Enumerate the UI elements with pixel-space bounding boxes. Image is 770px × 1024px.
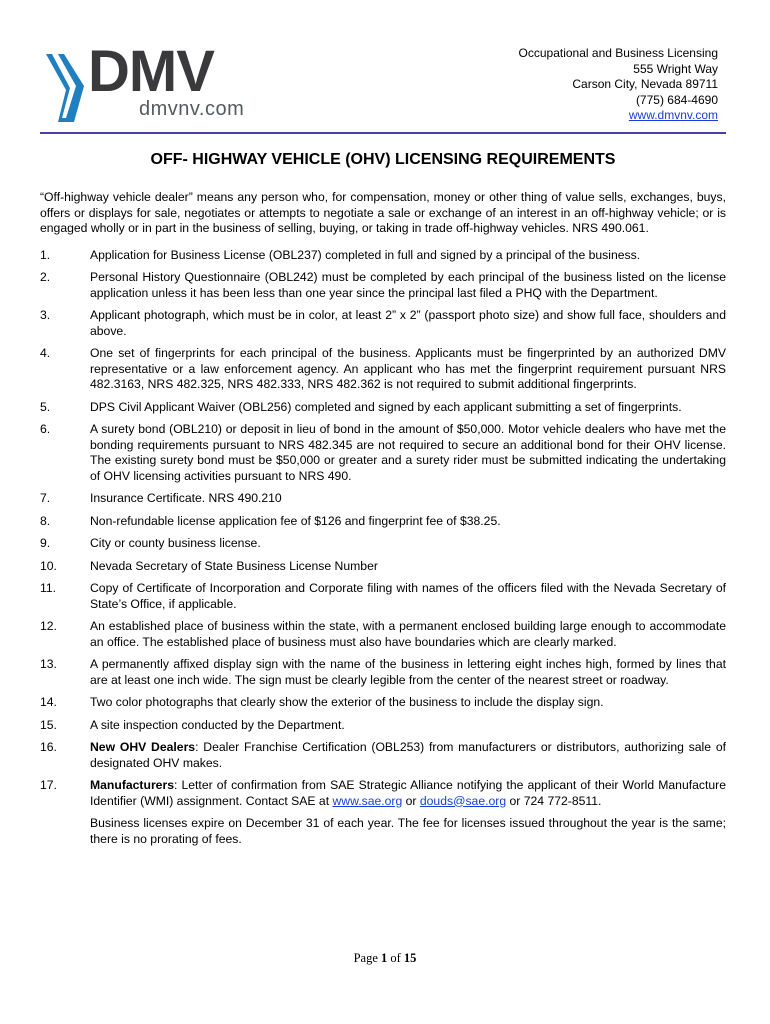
item-text: One set of fingerprints for each principal of the business. Applicants must be fingerprinted by an authorized DMV representative or a law enforcement agency. An applicant who has met the fingerprint requirement pursuant NRS 482.3163, NRS 482.325, NRS 482.333, NRS 482.362 is not required to submit additional fingerprints.: [90, 346, 726, 391]
list-item-3: [40, 308, 726, 339]
sae-email-link[interactable]: douds@sae.org: [419, 793, 507, 808]
item-number: 6.: [40, 422, 51, 436]
requirements-document: [40, 190, 726, 859]
item-number: 11.: [40, 581, 57, 595]
requirements-list: [40, 248, 726, 734]
item-body: or 724 772-8511.: [506, 793, 602, 808]
list-item-2: [40, 270, 726, 301]
item-text: A surety bond (OBL210) or deposit in lieu of bond in the amount of $50,000. Motor vehicle dealers who have met the bonding requirements pursuant to NRS 482.345 are not required to secure an additional bond for their OHV license. The existing surety bond must be $50,000 or greater and a surety rider must be submitted indicating the undertaking of OHV licensing activities pursuant to NRS 490.: [90, 422, 726, 483]
list-item-10: [40, 559, 726, 575]
definition-paragraph: “Off-highway vehicle dealer” means any person who, for compensation, money or other thing of value sells, exchanges, buys, offers or displays for sale, negotiates or attempts to negotiate a sale or exchange of an interest in an off-highway vehicle; or is engaged wholly or in part in the business of selling, buying, or taking in trade off-highway vehicles. NRS 490.061.: [40, 190, 726, 235]
item-text: Personal History Questionnaire (OBL242) must be completed by each principal of the business listed on the license application unless it has been less than one year since the principal last filed a PHQ with the Department.: [90, 270, 726, 300]
item-body: or: [402, 793, 420, 808]
item-bold-label: Manufacturers: [90, 778, 174, 792]
item-number: 7.: [40, 491, 51, 505]
item-number: 12.: [40, 619, 57, 633]
list-item-4: [40, 346, 726, 393]
list-item-6: [40, 422, 726, 484]
item-text: Two color photographs that clearly show the exterior of the business to include the display sign.: [90, 695, 604, 709]
item-body: : Dealer Franchise Certification (OBL253) from manufacturers or distributors, authorizing sale of designated OHV makes.: [90, 740, 726, 770]
item-text: [90, 778, 726, 809]
item-number: 13.: [40, 657, 57, 671]
item-text: City or county business license.: [90, 536, 261, 550]
city-state-zip: Carson City, Nevada 89711: [572, 77, 718, 91]
item-number: 17.: [40, 778, 57, 792]
logo-wordmark: DMV: [88, 44, 214, 104]
item-text: DPS Civil Applicant Waiver (OBL256) completed and signed by each applicant submitting a set of fingerprints.: [90, 399, 682, 414]
item-text: Insurance Certificate. NRS 490.210: [90, 491, 282, 505]
list-item-9: [40, 536, 726, 552]
item-text: Applicant photograph, which must be in color, at least 2” x 2” (passport photo size) and show full face, shoulders and above.: [90, 308, 726, 338]
office-name: Occupational and Business Licensing: [518, 46, 718, 60]
page-number: 1: [381, 951, 388, 965]
page-title: OFF- HIGHWAY VEHICLE (OHV) LICENSING REQUIREMENTS: [150, 151, 616, 168]
list-item-16: [40, 740, 726, 771]
item-number: 4.: [40, 346, 51, 360]
website-link[interactable]: www.dmvnv.com: [628, 108, 718, 122]
of-label: of: [390, 951, 401, 965]
item-number: 14.: [40, 695, 57, 709]
logo-website: dmvnv.com: [139, 98, 245, 120]
item-number: 10.: [40, 558, 57, 573]
item-text: [90, 740, 726, 771]
list-item-12: [40, 619, 726, 650]
item-number: 1.: [40, 247, 51, 262]
list-item-17: [40, 778, 726, 809]
list-item-8: [40, 514, 726, 530]
item-text: Non-refundable license application fee of $126 and fingerprint fee of $38.25.: [90, 513, 501, 528]
item-number: 3.: [40, 308, 51, 322]
item-number: 16.: [40, 740, 57, 754]
phone-number: (775) 684-4690: [635, 92, 718, 107]
page-label: Page: [353, 951, 378, 965]
list-item-1: [40, 248, 726, 264]
item-body: : Letter of confirmation from SAE Strategic Alliance notifying the applicant of their World Manufacture Identifier (WMI) assignment. Contact SAE at: [90, 778, 726, 808]
office-address: [519, 46, 718, 124]
street-address: 555 Wright Way: [633, 61, 718, 76]
list-item-15: [40, 718, 726, 734]
item-text: A site inspection conducted by the Department.: [90, 717, 345, 732]
header-divider: [40, 132, 726, 134]
item-text: Copy of Certificate of Incorporation and Corporate filing with names of the officers filed with the Nevada Secretary of State’s Office, if applicable.: [90, 581, 726, 611]
list-item-13: [40, 657, 726, 688]
item-text: Application for Business License (OBL237) completed in full and signed by a principal of the business.: [90, 247, 641, 262]
list-item-5: [40, 400, 726, 416]
page-footer: [0, 951, 770, 966]
item-text: An established place of business within the state, with a permanent enclosed building large enough to accommodate an office. The established place of business must also have boundaries which are clearly marked.: [90, 619, 726, 649]
sae-website-link[interactable]: www.sae.org: [332, 793, 403, 808]
item-number: 9.: [40, 536, 51, 550]
item-text: A permanently affixed display sign with the name of the business in lettering eight inches high, formed by lines that are at least one inch wide. The sign must be clearly legible from the center of the nearest street or roadway.: [90, 657, 726, 687]
item-number: 5.: [40, 399, 51, 414]
item-bold-label: New OHV Dealers: [90, 740, 196, 754]
list-item-14: [40, 695, 726, 711]
item-number: 8.: [40, 513, 51, 528]
list-item-7: [40, 491, 726, 507]
item-number: 15.: [40, 717, 57, 732]
closing-paragraph: Business licenses expire on December 31 of each year. The fee for licenses issued throughout the year is the same; there is no prorating of fees.: [90, 816, 726, 846]
letterhead: [0, 0, 770, 140]
item-number: 2.: [40, 270, 51, 284]
page-total: 15: [403, 951, 417, 965]
item-text: Nevada Secretary of State Business License Number: [90, 558, 378, 573]
list-item-11: [40, 581, 726, 612]
